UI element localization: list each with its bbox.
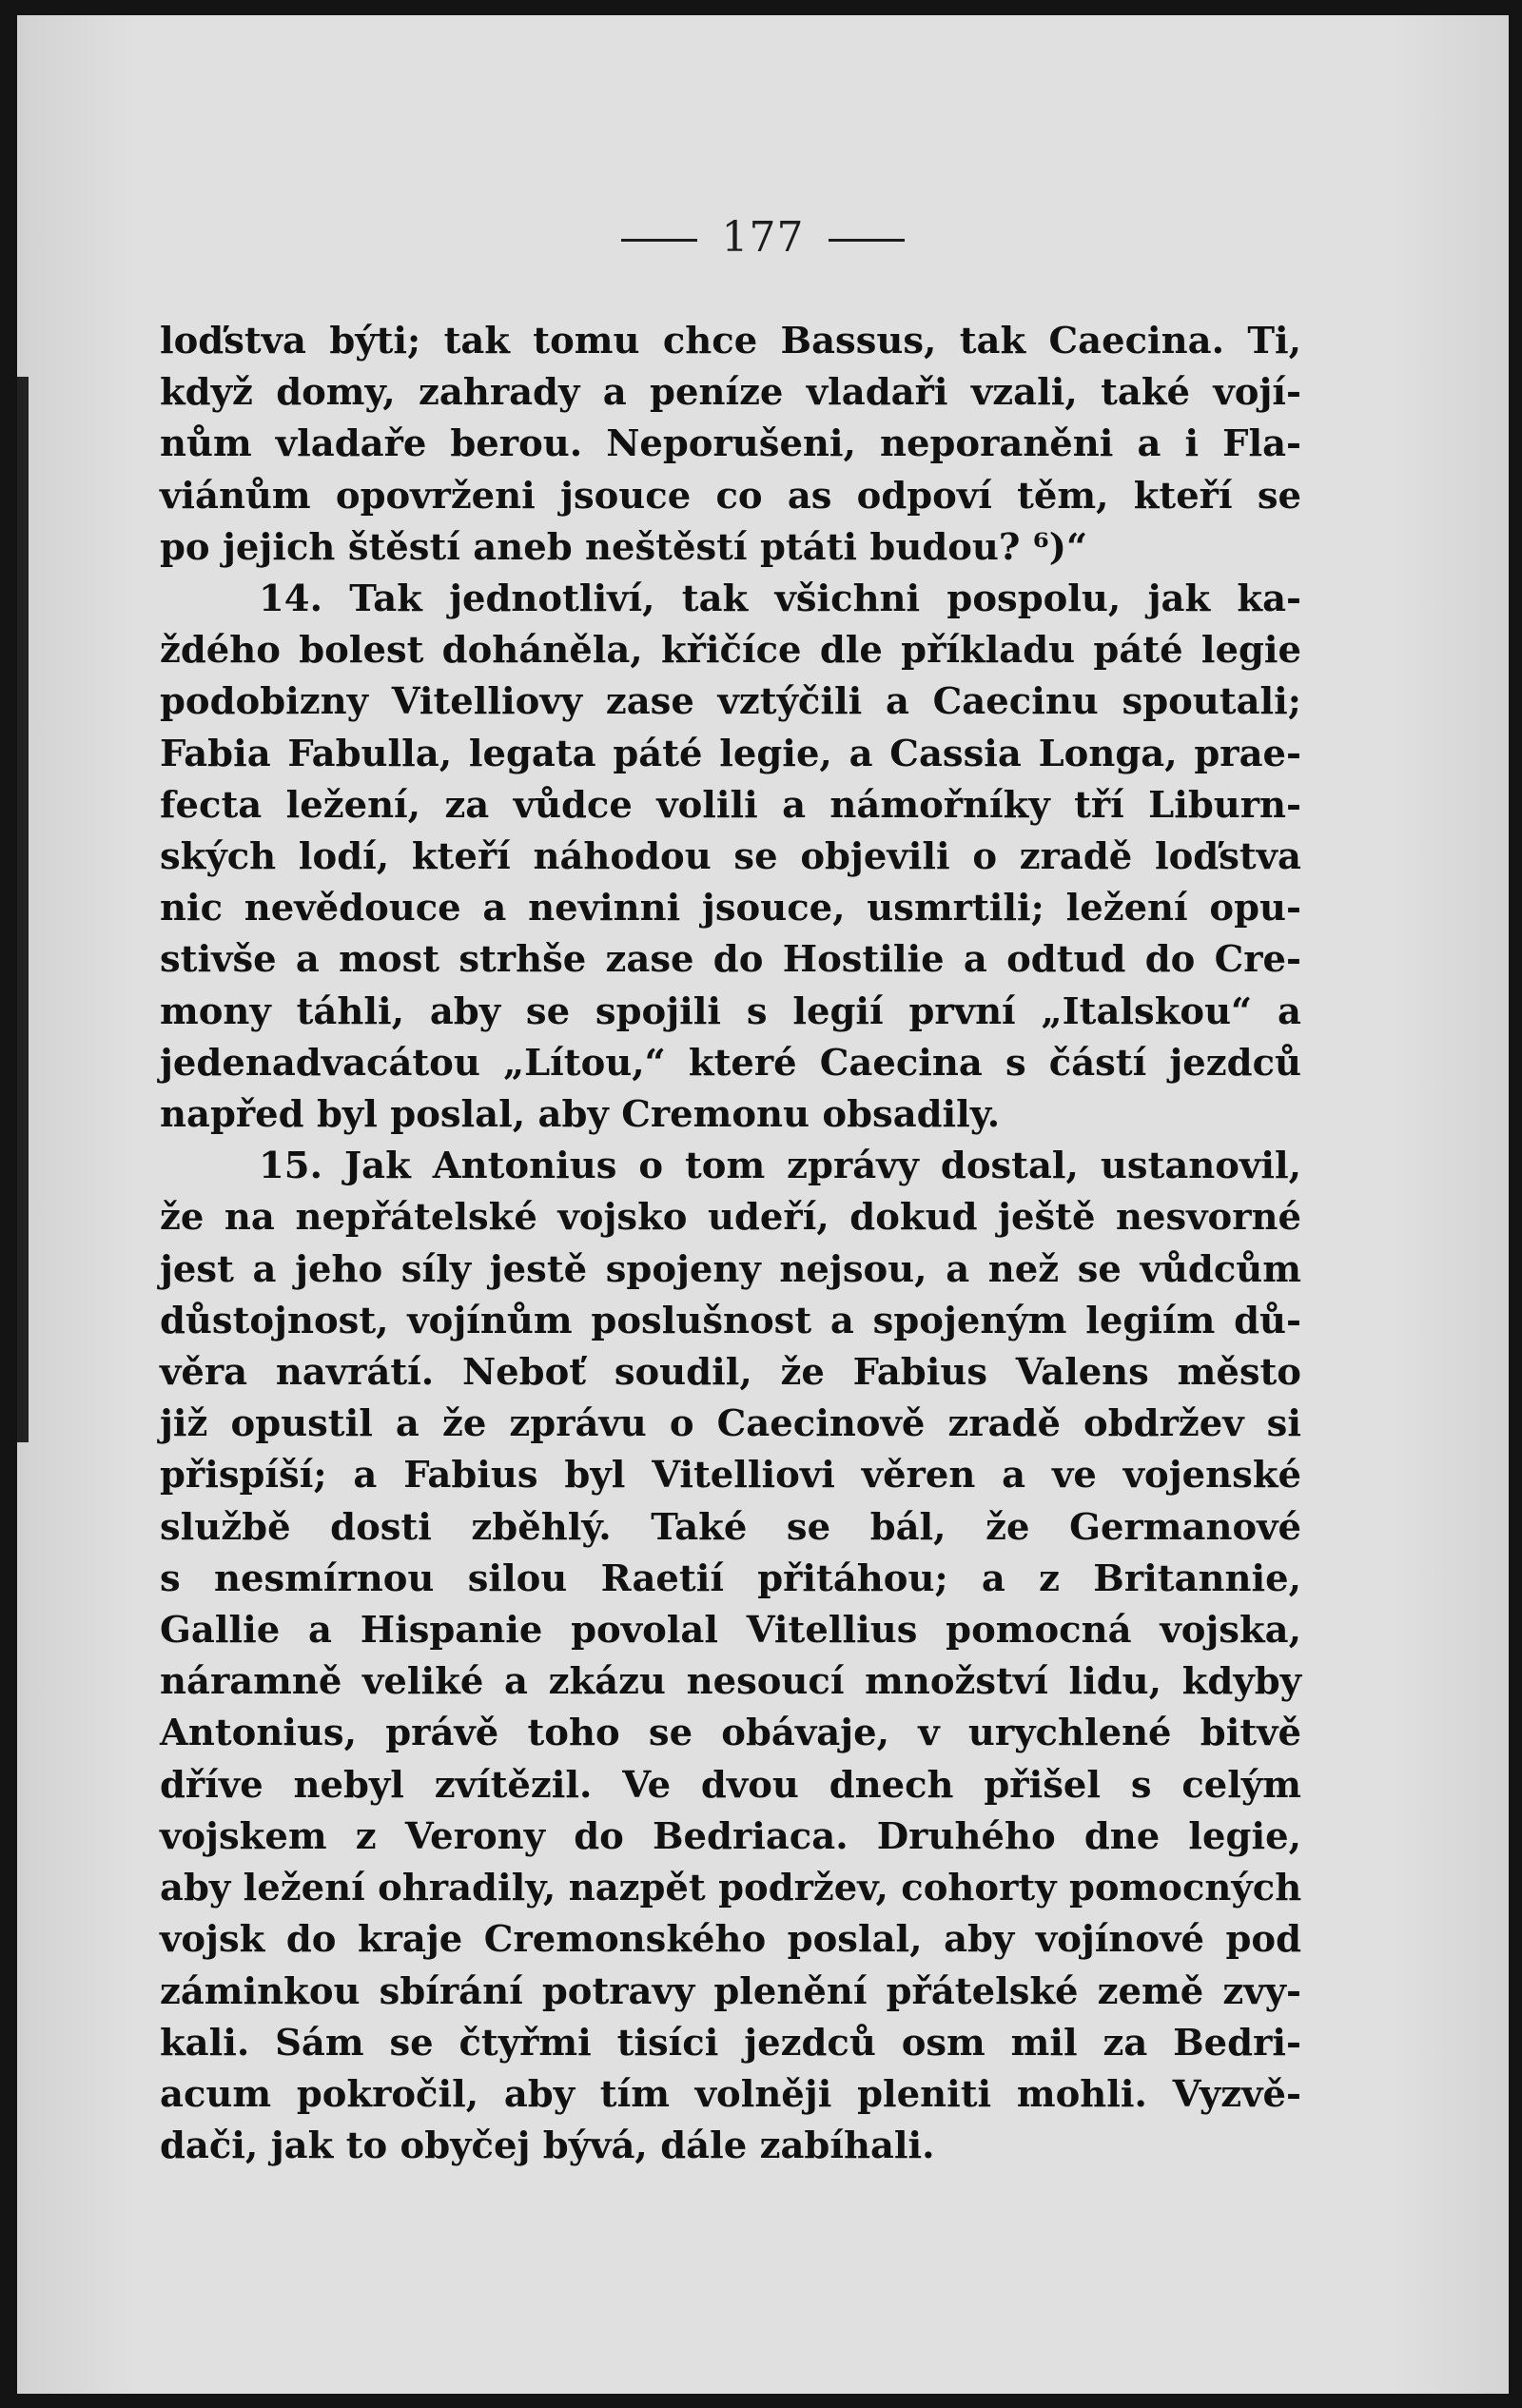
text-line: službě dosti zběhlý. Také se bál, že Germanové [160,1505,1301,1549]
text-line: acum pokročil, aby tím volněji pleniti mohli. Vyzvě- [160,2072,1301,2116]
text-line: dříve nebyl zvítězil. Ve dvou dnech přišel s celým [160,1763,1301,1807]
page-edge-shadow [17,377,29,1442]
text-line: stivše a most strhše zase do Hostilie a odtud do Cre- [160,938,1301,982]
text-line: jest a jeho síly jestě spojeny nejsou, a než se vůdcům [160,1247,1301,1291]
text-line: 15. Jak Antonius o tom zprávy dostal, ustanovil, [259,1145,1301,1188]
page-number: 177 [721,213,805,262]
text-line: aby ležení ohradily, nazpět podržev, cohorty pomocných [160,1867,1302,1910]
body-text [160,316,1301,2172]
text-line: ských lodí, kteří náhodou se objevili o zradě loďstva [160,835,1301,879]
text-line: Gallie a Hispanie povolal Vitellius pomocná vojska, [160,1609,1301,1653]
text-line: vojskem z Verony do Bedriaca. Druhého dne legie, [160,1814,1301,1858]
text-line: s nesmírnou silou Raetií přitáhou; a z Britannie, [160,1556,1301,1600]
text-line: důstojnost, vojínům poslušnost a spojeným legiím dů- [160,1299,1301,1342]
text-line: náramně veliké a zkázu nesoucí množství lidu, kdyby [160,1660,1301,1704]
text-line: viánům opovrženi jsouce co as odpoví těm, kteří se [160,474,1301,518]
text-line: Antonius, právě toho se obávaje, v urychlené bitvě [160,1712,1301,1755]
text-line: fecta ležení, za vůdce volili a námořníky tří Liburn- [160,783,1301,827]
text-line: nic nevědouce a nevinni jsouce, usmrtili; ležení opu- [160,887,1301,930]
text-line: kali. Sám se čtyřmi tisíci jezdců osm mil za Bedri- [160,2021,1301,2065]
text-line: dači, jak to obyčej bývá, dále zabíhali. [160,2124,935,2168]
text-line: napřed byl poslal, aby Cremonu obsadily. [160,1093,1001,1137]
text-line: vojsk do kraje Cremonského poslal, aby vojínové pod [160,1918,1301,1962]
text-line: loďstva býti; tak tomu chce Bassus, tak Caecina. Ti, [160,320,1301,362]
text-line: podobizny Vitelliovy zase vztýčili a Caecinu spoutali; [160,680,1301,724]
page-number-header [17,213,1509,262]
book-page [17,15,1509,2394]
text-line: po jejich štěstí aneb neštěstí ptáti budou? ⁶)“ [160,525,1088,569]
text-line: mony táhli, aby se spojili s legií první „Italskou“ a [160,989,1301,1033]
text-line: že na nepřátelské vojsko udeří, dokud ještě nesvorné [160,1196,1301,1240]
text-line: když domy, zahrady a peníze vladaři vzali, také vojí- [160,371,1301,415]
text-line: přispíší; a Fabius byl Vitelliovi věren a ve vojenské [160,1454,1301,1498]
left-dash [621,239,697,242]
text-line: nům vladaře berou. Neporušeni, neporaněni a i Fla- [160,422,1301,466]
right-dash [829,239,905,242]
text-line: již opustil a že zprávu o Caecinově zradě obdržev si [160,1402,1301,1446]
text-line: 14. Tak jednotliví, tak všichni pospolu, jak ka- [259,578,1301,621]
text-line: záminkou sbírání potravy plenění přátelské země zvy- [160,1969,1301,2013]
text-line: ždého bolest doháněla, křičíce dle příkladu páté legie [160,629,1301,673]
text-line: Fabia Fabulla, legata páté legie, a Cassia Longa, prae- [160,732,1301,775]
text-line: věra navrátí. Neboť soudil, že Fabius Valens město [160,1351,1301,1395]
text-line: jedenadvacátou „Lítou,“ které Caecina s částí jezdců [160,1041,1301,1085]
